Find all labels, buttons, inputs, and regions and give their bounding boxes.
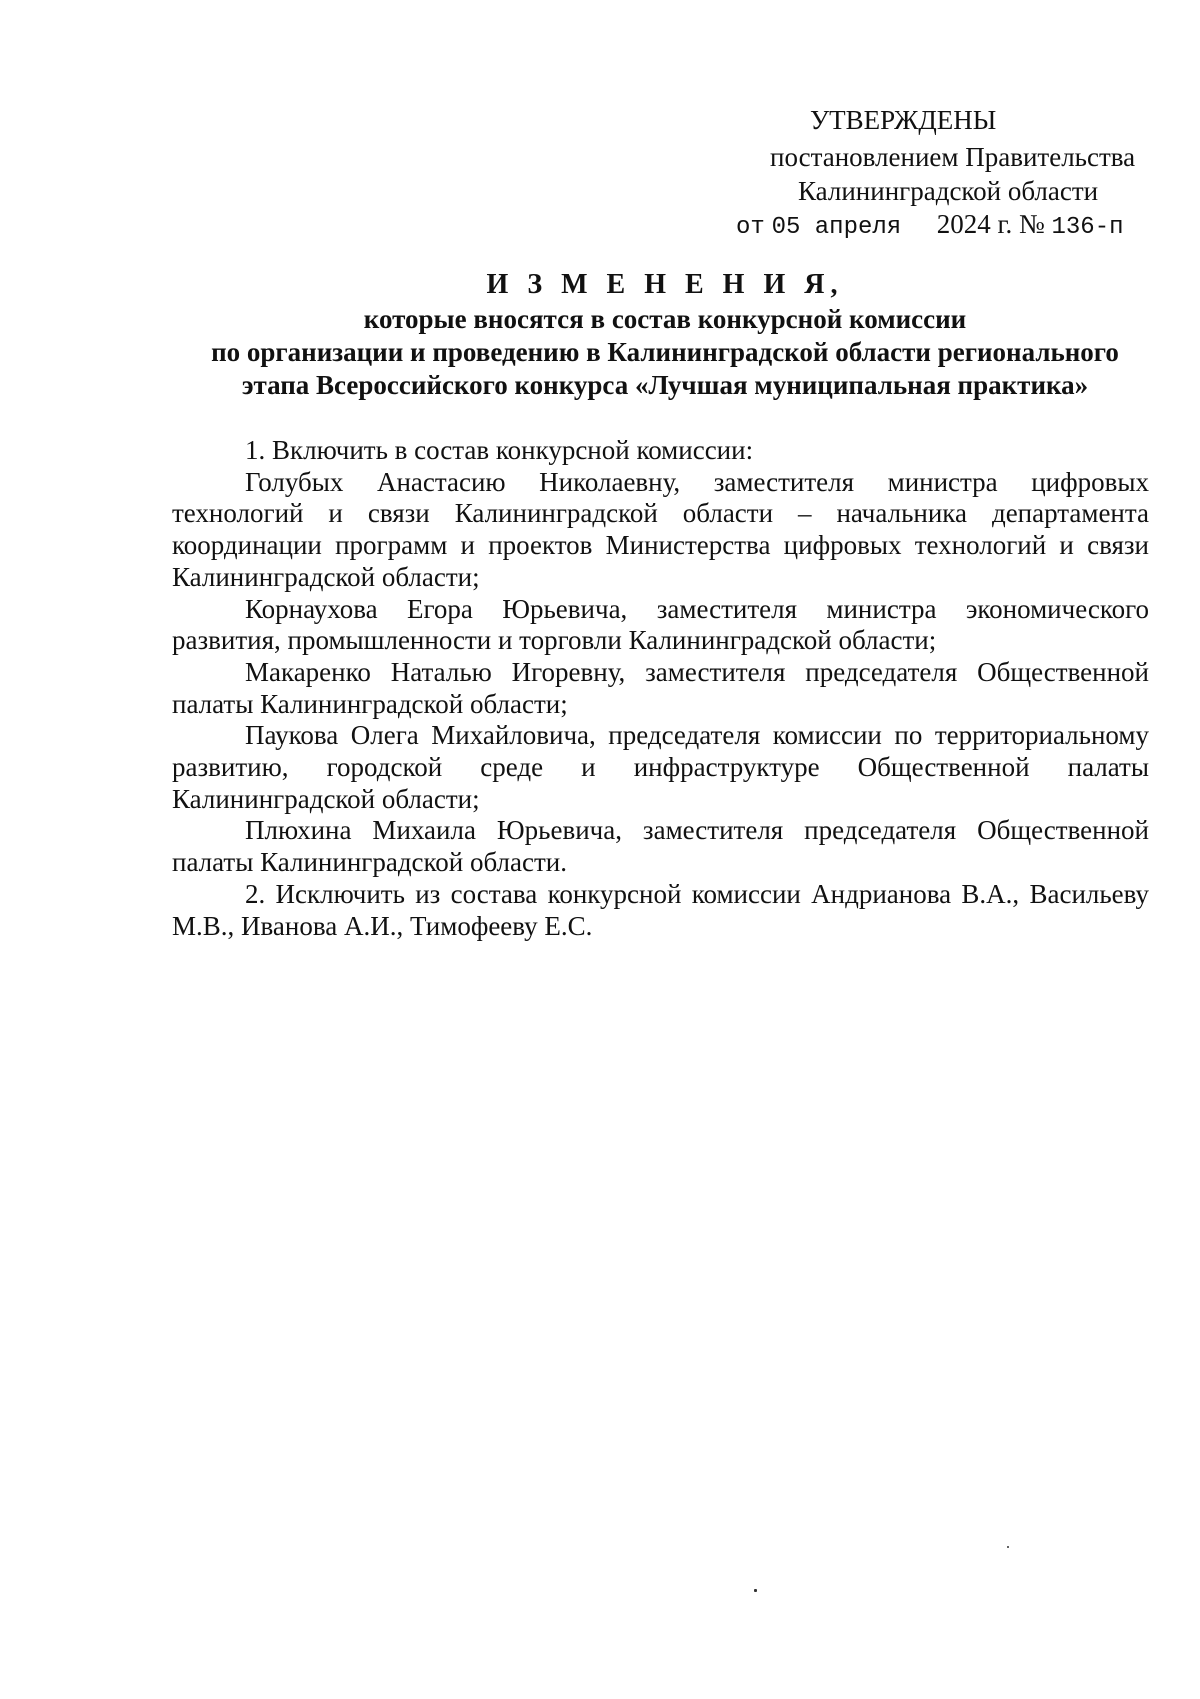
heading-line-1: которые вносятся в состав конкурсной комиссии [363,304,967,334]
member-paragraph: Голубых Анастасию Николаевну, заместителя министра цифровых технологий и связи Калининградской области – начальника департамента координации программ и проектов Министерства цифровых технологий и связи Калининградской области; [172,466,1149,592]
approval-line-1: постановлением Правительства [770,142,1136,172]
scan-speck [1007,1546,1009,1548]
member-paragraph: Корнаухова Егора Юрьевича, заместителя министра экономического развития, промышленности и торговли Калининградской области; [172,593,1149,656]
member-paragraph: Плюхина Михаила Юрьевича, заместителя председателя Общественной палаты Калининградской области. [172,815,1149,878]
document-number: 136-п [1051,214,1124,241]
approval-title: УТВЕРЖДЕНЫ [810,105,997,135]
document-heading [180,268,1150,402]
document-body [172,435,1149,942]
item-1: 1. Включить в состав конкурсной комиссии: [245,435,754,465]
member-paragraph: Макаренко Наталью Игоревну, заместителя председателя Общественной палаты Калининградской области; [172,656,1149,719]
item-2: 2. Исключить из состава конкурсной комиссии Андрианова В.А., Васильеву М.В., Иванова А.И., Тимофееву Е.С. [172,878,1149,941]
date-year: 2024 г. № [936,209,1045,239]
date-prefix: от [736,214,765,241]
heading-line-2: по организации и проведению в Калининградской области регионального [211,337,1119,367]
member-paragraph: Паукова Олега Михайловича, председателя комиссии по территориальному развитию, городской среде и инфраструктуре Общественной палаты Калининградской области; [172,720,1149,814]
scan-speck [754,1589,757,1592]
heading-line-3: этапа Всероссийского конкурса «Лучшая муниципальная практика» [241,370,1089,400]
heading-title: И З М Е Н Е Н И Я, [486,269,844,300]
approval-line-2: Калининградской области [798,176,1099,206]
approval-date-line [736,208,1124,244]
date-day-month: 05 апреля [771,214,902,241]
